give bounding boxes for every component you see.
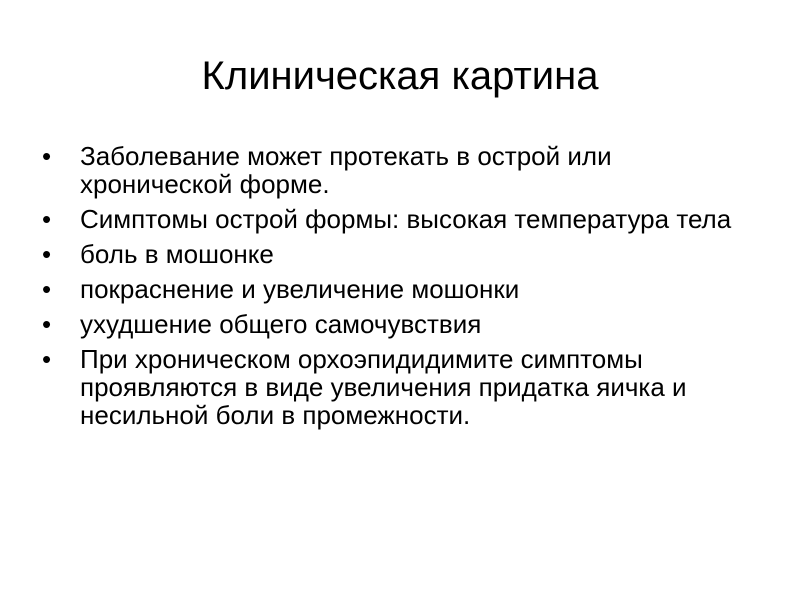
bullet-text: покраснение и увеличение мошонки xyxy=(80,274,520,304)
bullet-text: При хроническом орхоэпидидимите симптомы проявляются в виде увеличения придатка яичка и несильной боли в промежности. xyxy=(80,344,687,430)
bullet-list xyxy=(40,142,750,436)
bullet-dot-icon: • xyxy=(42,204,52,234)
bullet-dot-icon: • xyxy=(42,141,52,171)
bullet-dot-icon: • xyxy=(42,344,52,374)
bullet-item xyxy=(40,142,750,198)
bullet-text: ухудшение общего самочувствия xyxy=(80,309,482,339)
bullet-dot-icon: • xyxy=(42,239,52,269)
bullet-item xyxy=(40,205,750,233)
bullet-item xyxy=(40,240,750,268)
slide-title: Клиническая картина xyxy=(201,54,599,98)
bullet-item xyxy=(40,275,750,303)
bullet-dot-icon: • xyxy=(42,309,52,339)
bullet-text: Симптомы острой формы: высокая температура тела xyxy=(80,204,732,234)
bullet-text: боль в мошонке xyxy=(80,239,274,269)
bullet-dot-icon: • xyxy=(42,274,52,304)
bullet-item xyxy=(40,345,750,429)
bullet-item xyxy=(40,310,750,338)
bullet-text: Заболевание может протекать в острой или хронической форме. xyxy=(80,141,612,199)
